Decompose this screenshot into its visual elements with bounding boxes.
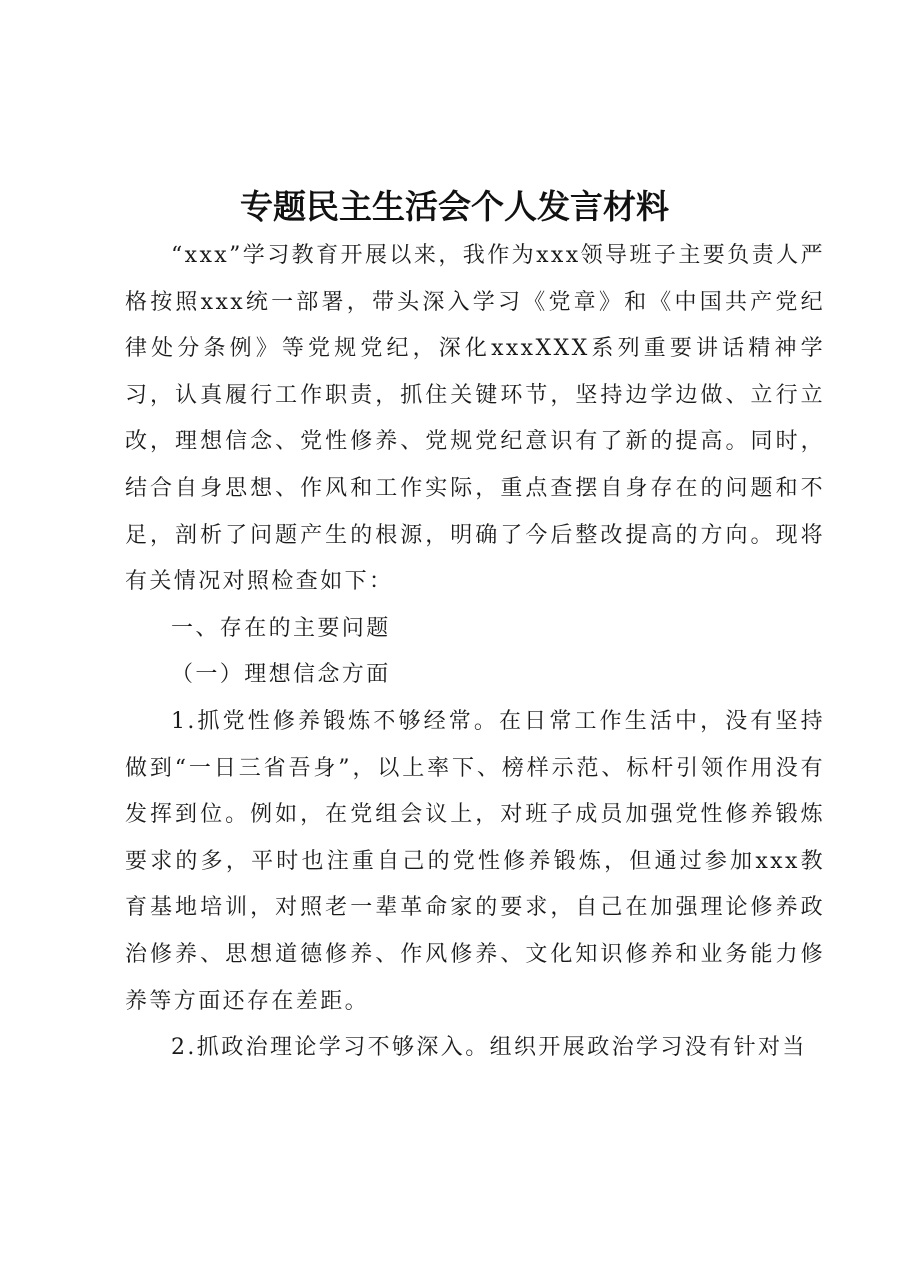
document-body [125,233,825,1072]
subsection-heading-ideals-beliefs: （一）理想信念方面 [171,662,391,688]
section-heading-main-problems: 一、存在的主要问题 [171,615,391,641]
problem-paragraph-2: 2.抓政治理论学习不够深入。组织开展政治学习没有针对当 [171,1035,807,1061]
problem-paragraph-1: 1.抓党性修养锻炼不够经常。在日常工作生活中，没有坚持做到“一日三省吾身”，以上率下、榜样示范、标杆引领作用没有发挥到位。例如，在党组会议上，对班子成员加强党性修养锻炼要求的多，平时也注重自己的党性修养锻炼，但通过参加xxx教育基地培训，对照老一辈革命家的要求，自己在加强理论修养政治修养、思想道德修养、作风修养、文化知识修养和业务能力修养等方面还存在差距。 [125,708,825,1014]
document-title: 专题民主生活会个人发言材料 [240,187,669,226]
intro-paragraph: “xxx”学习教育开展以来，我作为xxx领导班子主要负责人严格按照xxx统一部署，带头深入学习《党章》和《中国共产党纪律处分条例》等党规党纪，深化xxxXXX系列重要讲话精神学习，认真履行工作职责，抓住关键环节，坚持边学边做、立行立改，理想信念、党性修养、党规党纪意识有了新的提高。同时，结合自身思想、作风和工作实际，重点查摆自身存在的问题和不足，剖析了问题产生的根源，明确了今后整改提高的方向。现将有关情况对照检查如下： [125,243,825,595]
